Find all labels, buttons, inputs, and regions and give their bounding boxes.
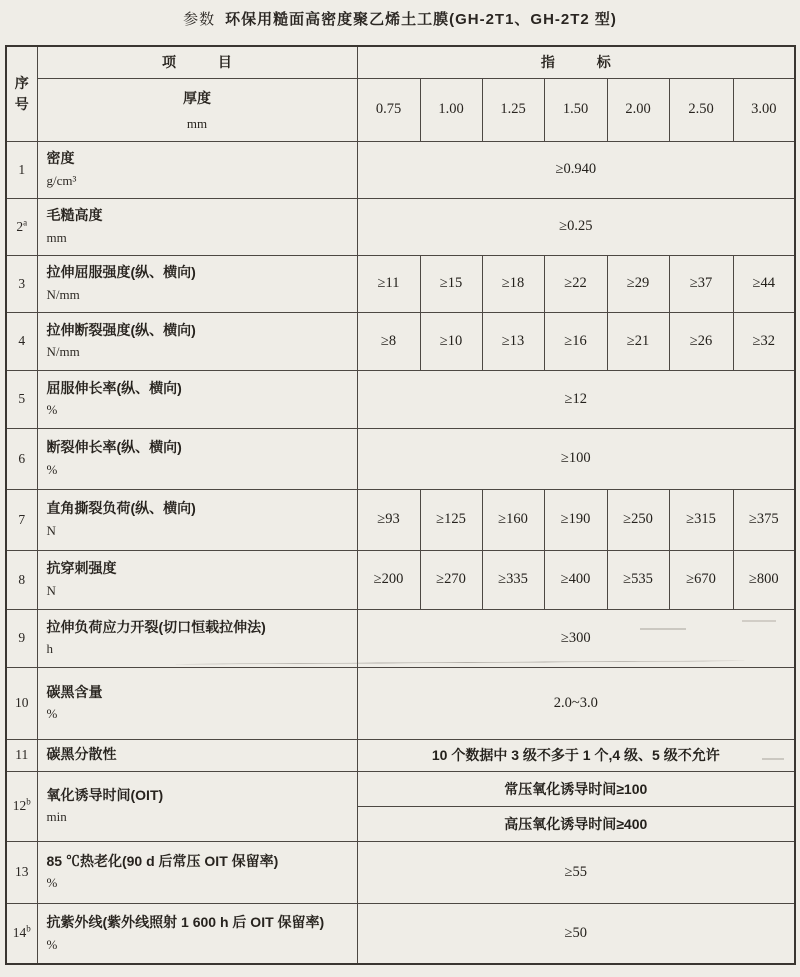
table-row: [6, 903, 795, 964]
item-cell: [37, 489, 357, 550]
value-cell: ≥800: [733, 550, 795, 609]
table-row: [6, 141, 795, 198]
row-number-text: 14: [12, 925, 27, 941]
header-seq: 序号: [6, 46, 37, 141]
thickness-value: 2.50: [669, 78, 733, 141]
table-row: [6, 609, 795, 667]
header-thickness: [37, 78, 357, 141]
item-cell: [37, 609, 357, 667]
table-row: [6, 739, 795, 771]
value-cell: ≥8: [357, 312, 420, 370]
row-number: [6, 609, 37, 667]
item-name: 断裂伸长率(纵、横向): [46, 439, 182, 456]
row-number-text: 13: [15, 864, 29, 879]
title-main: 环保用糙面高密度聚乙烯土工膜(GH-2T1、GH-2T2 型): [225, 11, 617, 28]
sub-value: 高压氧化诱导时间≥400: [504, 815, 648, 832]
row-number: [6, 771, 37, 841]
row-number-text: 11: [15, 747, 29, 762]
value-cell-split: [357, 771, 795, 841]
spec-table: [5, 45, 796, 965]
item-cell: [37, 370, 357, 428]
header-row-2: [6, 78, 795, 141]
table-row: [6, 428, 795, 489]
item-name: 直角撕裂负荷(纵、横向): [46, 500, 196, 517]
item-unit: %: [46, 461, 58, 477]
item-unit: N: [46, 582, 56, 598]
value-cell: ≥13: [482, 312, 544, 370]
value-cell: ≥37: [669, 255, 733, 312]
value-cell: ≥535: [607, 550, 669, 609]
table-row: [6, 312, 795, 370]
table-row: [6, 841, 795, 903]
item-cell: [37, 771, 357, 841]
item-name: 拉伸屈服强度(纵、横向): [46, 264, 196, 281]
value-cell: ≥400: [544, 550, 607, 609]
item-name: 碳黑分散性: [46, 746, 117, 763]
thickness-value: 1.50: [544, 78, 607, 141]
item-name: 拉伸断裂强度(纵、横向): [46, 321, 196, 338]
row-number-text: 9: [18, 630, 26, 645]
value-cell: ≥190: [544, 489, 607, 550]
value-cell: ≥670: [669, 550, 733, 609]
item-name: 密度: [46, 150, 75, 167]
value-cell: ≥270: [420, 550, 482, 609]
value-cell-span: ≥12: [357, 370, 795, 428]
value-cell: ≥335: [482, 550, 544, 609]
row-number-text: 12: [12, 798, 27, 813]
thickness-value: 0.75: [357, 78, 420, 141]
page-title: [0, 8, 800, 29]
row-number: [6, 739, 37, 771]
value-cell: ≥22: [544, 255, 607, 312]
value-cell-span: ≥100: [357, 428, 795, 489]
row-number-text: 5: [18, 391, 26, 406]
item-cell: [37, 198, 357, 255]
value-cell: ≥15: [420, 255, 482, 312]
item-name: 氧化诱导时间(OIT): [46, 786, 164, 803]
item-cell: [37, 255, 357, 312]
row-number-text: 7: [18, 511, 26, 527]
item-unit: h: [46, 641, 53, 657]
item-name: 屈服伸长率(纵、横向): [46, 379, 182, 396]
value-cell: ≥26: [669, 312, 733, 370]
value-cell: ≥160: [482, 489, 544, 550]
value-cell-span: ≥55: [357, 841, 795, 903]
value-cell: ≥21: [607, 312, 669, 370]
row-number: [6, 550, 37, 609]
item-cell: [37, 141, 357, 198]
value-cell: ≥93: [357, 489, 420, 550]
item-name: 85 ℃热老化(90 d 后常压 OIT 保留率): [46, 852, 279, 869]
thickness-value: 2.00: [607, 78, 669, 141]
row-number: [6, 370, 37, 428]
row-number-text: 1: [18, 161, 26, 177]
item-unit: %: [46, 402, 58, 418]
value-cell: ≥32: [733, 312, 795, 370]
row-number-text: 6: [18, 450, 26, 466]
table-row: [6, 550, 795, 609]
item-unit: N: [46, 522, 56, 538]
value-cell-span: 2.0~3.0: [357, 667, 795, 739]
table-row: [6, 771, 795, 841]
value-cell: ≥200: [357, 550, 420, 609]
row-number-text: 10: [15, 695, 29, 710]
item-unit: %: [46, 936, 58, 952]
value-cell: ≥375: [733, 489, 795, 550]
header-indicator: 指 标: [357, 46, 795, 78]
value-cell-span: ≥0.25: [357, 198, 795, 255]
table-row: [6, 255, 795, 312]
thickness-label: 厚度: [183, 89, 211, 106]
item-name: 抗紫外线(紫外线照射 1 600 h 后 OIT 保留率): [46, 914, 325, 930]
header-row-1: [6, 46, 795, 78]
row-number: [6, 141, 37, 198]
row-number-text: 3: [18, 275, 26, 291]
value-cell: ≥315: [669, 489, 733, 550]
value-cell: ≥44: [733, 255, 795, 312]
item-cell: [37, 667, 357, 739]
value-cell: ≥10: [420, 312, 482, 370]
item-name: 抗穿刺强度: [46, 560, 117, 577]
value-cell-span: ≥300: [357, 609, 795, 667]
item-cell: [37, 312, 357, 370]
row-number: [6, 312, 37, 370]
row-number: [6, 255, 37, 312]
table-row: [6, 198, 795, 255]
value-cell-span: ≥50: [357, 903, 795, 964]
item-unit: N/mm: [46, 286, 80, 302]
row-number-superscript: a: [23, 217, 28, 227]
item-name: 拉伸负荷应力开裂(切口恒载拉伸法): [46, 618, 266, 635]
row-number-text: 2: [16, 218, 24, 234]
item-unit: N/mm: [46, 344, 80, 360]
value-cell: ≥125: [420, 489, 482, 550]
sub-value: 常压氧化诱导时间≥100: [358, 772, 795, 807]
item-cell: [37, 428, 357, 489]
item-cell: [37, 903, 357, 964]
value-cell-span: 10 个数据中 3 级不多于 1 个,4 级、5 级不允许: [357, 739, 795, 771]
row-number: [6, 489, 37, 550]
row-number: [6, 841, 37, 903]
value-cell-span: ≥0.940: [357, 141, 795, 198]
header-item: 项 目: [37, 46, 357, 78]
table-row: [6, 370, 795, 428]
title-prefix: 参数: [183, 11, 216, 28]
item-name: 毛糙高度: [46, 207, 103, 224]
item-unit: mm: [46, 229, 67, 245]
thickness-unit: mm: [186, 115, 208, 131]
thickness-value: 3.00: [733, 78, 795, 141]
item-cell: [37, 841, 357, 903]
item-cell: [37, 550, 357, 609]
row-number: [6, 667, 37, 739]
row-number-text: 4: [18, 333, 26, 348]
row-number: [6, 428, 37, 489]
value-cell: ≥29: [607, 255, 669, 312]
item-unit: g/cm³: [46, 172, 77, 188]
item-cell: [37, 739, 357, 771]
row-number-superscript: b: [26, 796, 31, 807]
item-unit: %: [46, 706, 58, 722]
item-unit: min: [46, 809, 67, 825]
row-number: [6, 198, 37, 255]
thickness-value: 1.25: [482, 78, 544, 141]
value-cell: ≥11: [357, 255, 420, 312]
item-unit: %: [46, 875, 58, 891]
table-row: [6, 489, 795, 550]
table-row: [6, 667, 795, 739]
value-cell: ≥250: [607, 489, 669, 550]
row-number: [6, 903, 37, 964]
value-cell: ≥18: [482, 255, 544, 312]
row-number-superscript: b: [26, 923, 31, 934]
value-cell: ≥16: [544, 312, 607, 370]
row-number-text: 8: [18, 571, 26, 587]
thickness-value: 1.00: [420, 78, 482, 141]
item-name: 碳黑含量: [46, 683, 103, 700]
